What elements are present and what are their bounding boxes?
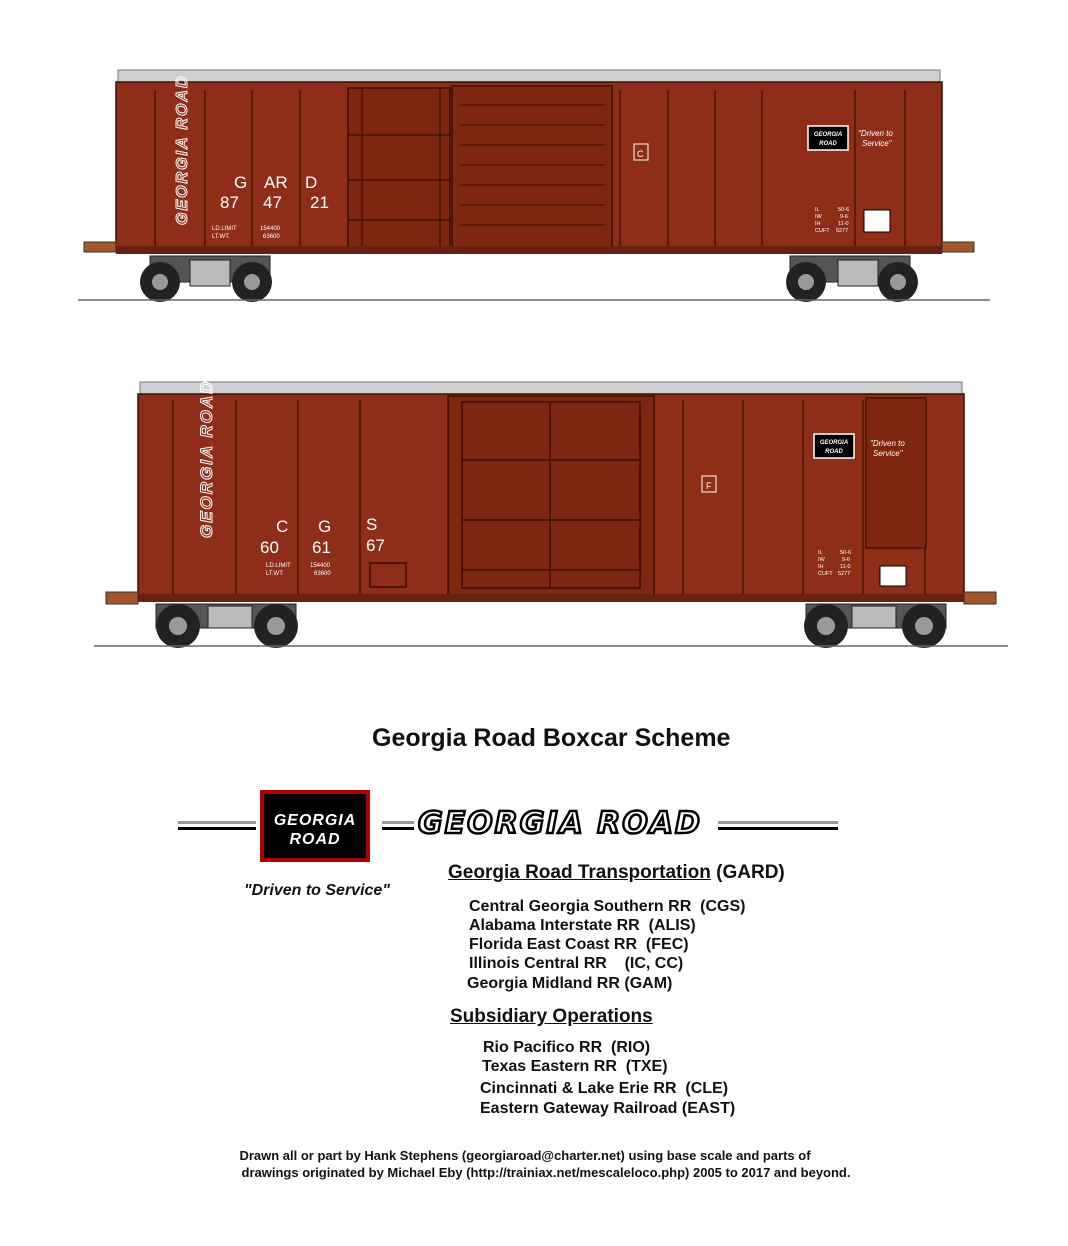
railroad-row: [467, 975, 672, 993]
banner-stripe-right-1: [718, 821, 838, 824]
banner-stripe-left-1: [382, 821, 414, 824]
car2-number-2: 61: [312, 538, 331, 557]
subsidiary-name: Rio Pacifico RR: [483, 1039, 603, 1056]
car1-coupler-right: [942, 242, 974, 252]
car1-number-3: 21: [310, 193, 329, 212]
subsidiary-code: (TXE): [625, 1058, 668, 1075]
car2-plug-door: [448, 396, 654, 598]
georgia-road-banner: GEORGIA ROAD: [418, 806, 702, 841]
car1-plug-door: [348, 88, 450, 248]
car1-slogan-line2: Service": [862, 139, 892, 148]
car1-plate: C: [637, 149, 644, 159]
car1-mark-3: D: [305, 173, 318, 192]
railroad-code: (GAM): [624, 975, 673, 992]
car1-sliding-door: [452, 86, 612, 248]
car2-lt-wt-label: LT.WT.: [266, 571, 284, 577]
railroad-name: Central Georgia Southern RR: [469, 898, 692, 915]
parent-company-code: (GARD): [716, 862, 785, 883]
car1-dim-label-1: IL: [815, 207, 820, 213]
car1-truck-left: [140, 256, 272, 302]
railroad-name: Florida East Coast RR: [469, 936, 638, 953]
car2-number-1: 60: [260, 538, 279, 557]
car1-dim-value-3: 11-0: [838, 221, 849, 227]
car1-truck-right: [786, 256, 918, 302]
car1-sill: [116, 246, 942, 254]
car1-logo-line1: GEORGIA: [813, 132, 843, 138]
car2-dim-value-3: 11-0: [840, 564, 851, 570]
car1-dim-value-4: 5277: [836, 228, 849, 234]
car2-plate: F: [706, 481, 712, 491]
car1-data-panel: [864, 210, 890, 232]
car1-lt-wt-label: LT.WT.: [212, 234, 230, 240]
car1-dim-value-1: 50-6: [838, 207, 850, 213]
banner-stripe-left-2: [382, 827, 414, 830]
railroad-code: (IC, CC): [624, 955, 684, 972]
credit-line-2: drawings originated by Michael Eby (http://trainiax.net/mescaleloco.php) 2005 to 2017 and beyond.: [241, 1165, 851, 1180]
railroad-code: (ALIS): [648, 917, 696, 934]
car1-slogan-line1: "Driven to: [858, 129, 893, 138]
car2-sill: [138, 594, 964, 602]
railroad-name: Illinois Central RR: [469, 955, 607, 972]
car2-ld-limit-value: 154400: [310, 563, 331, 569]
car2-ld-limit-label: LD.LIMIT: [266, 563, 291, 569]
railroad-row: [469, 955, 683, 973]
page-title: Georgia Road Boxcar Scheme: [372, 724, 731, 752]
car2-slogan-line2: Service": [873, 449, 903, 458]
car2-coupler-right: [964, 592, 996, 604]
railroad-code: (CGS): [700, 898, 746, 915]
car1-lt-wt-value: 63600: [263, 234, 280, 240]
credit-line-1: Drawn all or part by Hank Stephens (georgiaroad@charter.net) using base scale and parts of: [239, 1148, 811, 1163]
subsidiary-row: [483, 1039, 650, 1057]
car1-ld-limit-value: 154400: [260, 226, 281, 232]
car2-mark-3: S: [366, 515, 378, 534]
subsidiary-name: Texas Eastern RR: [482, 1058, 617, 1075]
parent-company-name: Georgia Road Transportation: [448, 862, 711, 883]
boxcar-2-drawing: [0, 370, 1068, 660]
car1-dim-label-3: IH: [815, 221, 821, 227]
car1-logo-line2: ROAD: [819, 141, 837, 147]
railroad-name: Georgia Midland RR: [467, 975, 620, 992]
georgia-road-logo: [260, 790, 370, 862]
car2-mark-2: G: [318, 517, 332, 536]
car2-dim-value-4: 5277: [838, 571, 851, 577]
subsidiary-name: Eastern Gateway Railroad: [480, 1100, 678, 1117]
banner-stripe-right-2: [718, 827, 838, 830]
car2-slogan-line1: "Driven to: [870, 439, 905, 448]
slogan: "Driven to Service": [244, 882, 390, 899]
car1-dim-label-4: CUFT: [815, 228, 830, 234]
car2-coupler-left: [106, 592, 138, 604]
car2-dim-value-1: 50-6: [840, 550, 852, 556]
car1-ld-limit-label: LD.LIMIT: [212, 226, 237, 232]
car2-dim-label-2: IW: [818, 557, 825, 563]
car1-side-name: GEORGIA ROAD: [174, 74, 191, 225]
car2-truck-left: [156, 604, 298, 648]
car2-data-panel: [880, 566, 906, 586]
subsidiary-heading: [450, 1006, 653, 1028]
car2-lt-wt-value: 63600: [314, 571, 331, 577]
logo-stripe-left-1: [178, 821, 256, 824]
car2-truck-right: [804, 604, 946, 648]
subsidiary-row: [480, 1080, 728, 1098]
car2-mark-1: C: [276, 517, 289, 536]
subsidiary-name: Cincinnati & Lake Erie RR: [480, 1080, 677, 1097]
subsidiary-row: [482, 1058, 668, 1076]
car1-dim-value-2: 9-6: [840, 214, 848, 220]
subsidiary-heading-text: Subsidiary Operations: [450, 1006, 653, 1027]
car1-number-2: 47: [263, 193, 282, 212]
subsidiary-code: (CLE): [685, 1080, 729, 1097]
railroad-code: (FEC): [645, 936, 689, 953]
car1-mark-2: AR: [264, 173, 288, 192]
subsidiary-code: (RIO): [611, 1039, 651, 1056]
car2-roof: [140, 382, 962, 394]
railroad-row: [469, 898, 745, 916]
car1-coupler-left: [84, 242, 116, 252]
car2-number-3: 67: [366, 536, 385, 555]
car2-logo-line2: ROAD: [825, 449, 843, 455]
subsidiary-row: [480, 1100, 735, 1118]
car1-mark-1: G: [234, 173, 248, 192]
car2-dim-label-3: IH: [818, 564, 824, 570]
parent-company-heading: [448, 862, 785, 884]
car2-dim-label-4: CUFT: [818, 571, 833, 577]
car2-dim-value-2: 9-6: [842, 557, 850, 563]
car2-logo-line1: GEORGIA: [819, 440, 849, 446]
railroad-row: [469, 936, 689, 954]
boxcar-1-drawing: [0, 60, 1068, 310]
car1-dim-label-2: IW: [815, 214, 822, 220]
logo-line2: ROAD: [289, 831, 341, 848]
car2-side-name: GEORGIA ROAD: [197, 379, 216, 538]
car2-dim-label-1: IL: [818, 550, 823, 556]
subsidiary-code: (EAST): [681, 1100, 736, 1117]
car1-roof: [118, 70, 940, 82]
logo-line1: GEORGIA: [273, 812, 357, 829]
car1-number-1: 87: [220, 193, 239, 212]
railroad-name: Alabama Interstate RR: [469, 917, 640, 934]
car2-end-door: [866, 398, 926, 548]
railroad-row: [469, 917, 696, 935]
logo-stripe-left-2: [178, 827, 256, 830]
